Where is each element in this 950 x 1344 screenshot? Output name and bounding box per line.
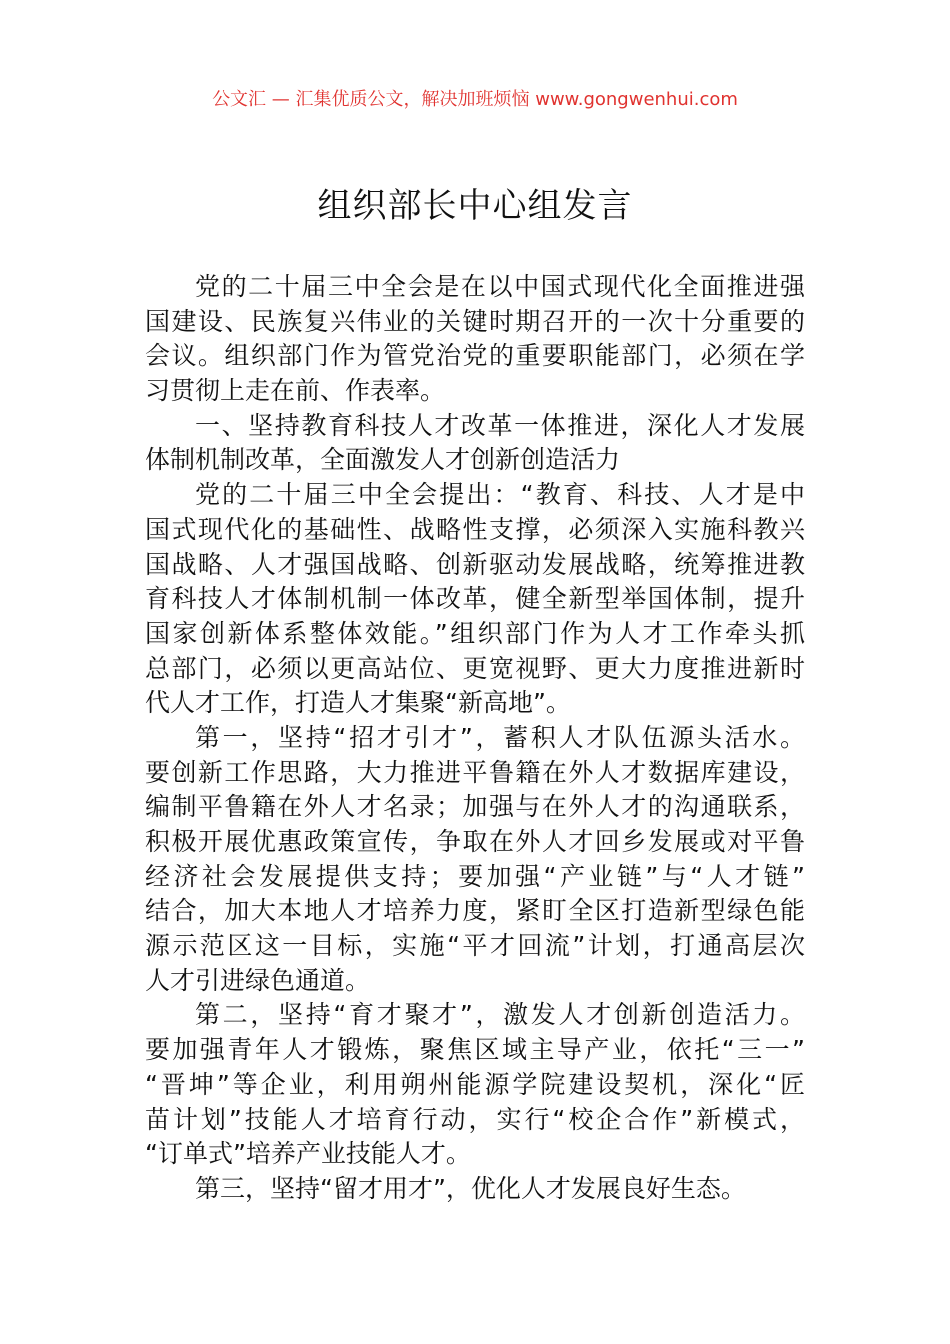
watermark-header: 公文汇 — 汇集优质公文，解决加班烦恼 www.gongwenhui.com: [212, 89, 738, 110]
text-line: 党的二十届三中全会是在以中国式现代化全面推进强: [195, 272, 805, 301]
paragraph: [145, 478, 805, 721]
text-line: 编制平鲁籍在外人才名录；加强与在外人才的沟通联系，: [145, 792, 805, 822]
document-title: 组织部长中心组发言: [317, 186, 633, 226]
text-line: 国式现代化的基础性、战略性支撑，必须深入实施科教兴: [145, 514, 805, 544]
text-line: “晋坤”等企业，利用朔州能源学院建设契机，深化“匠: [145, 1069, 805, 1099]
text-line: 国战略、人才强国战略、创新驱动发展战略，统筹推进教: [145, 549, 805, 579]
text-line: 苗计划”技能人才培育行动，实行“校企合作”新模式，: [145, 1104, 805, 1134]
text-line: 要加强青年人才锻炼，聚焦区域主导产业，依托“三一”: [145, 1035, 805, 1065]
text-line: 积极开展优惠政策宣传，争取在外人才回乡发展或对平鲁: [145, 827, 805, 856]
text-line: “订单式”培养产业技能人才。: [145, 1139, 471, 1169]
text-line: 育科技人才体制机制一体改革，健全新型举国体制，提升: [145, 584, 805, 614]
paragraph: [145, 270, 805, 409]
text-line: 结合，加大本地人才培养力度，紧盯全区打造新型绿色能: [145, 896, 805, 926]
document-body: [145, 270, 805, 1207]
text-line: 要创新工作思路，大力推进平鲁籍在外人才数据库建设，: [145, 757, 805, 787]
text-line: 党的二十届三中全会提出：“教育、科技、人才是中: [195, 480, 805, 510]
paragraph: [145, 409, 805, 478]
paragraph: [145, 1172, 805, 1207]
text-line: 国建设、民族复兴伟业的关键时期召开的一次十分重要的: [145, 306, 805, 336]
text-line: 经济社会发展提供支持；要加强“产业链”与“人才链”: [145, 861, 805, 891]
text-line: 一、坚持教育科技人才改革一体推进，深化人才发展: [195, 410, 805, 440]
text-line: 第一，坚持“招才引才”，蓄积人才队伍源头活水。: [195, 722, 805, 752]
text-line: 源示范区这一目标，实施“平才回流”计划，打通高层次: [145, 931, 805, 961]
text-line: 第二，坚持“育才聚才”，激发人才创新创造活力。: [195, 1000, 805, 1030]
text-line: 代人才工作，打造人才集聚“新高地”。: [145, 688, 571, 718]
text-line: 第三，坚持“留才用才”，优化人才发展良好生态。: [195, 1173, 746, 1203]
paragraph: [145, 998, 805, 1171]
text-line: 体制机制改革，全面激发人才创新创造活力: [145, 445, 621, 475]
text-line: 总部门，必须以更高站位、更宽视野、更大力度推进新时: [145, 653, 805, 683]
paragraph: [145, 721, 805, 999]
text-line: 人才引进绿色通道。: [145, 965, 371, 995]
text-line: 会议。组织部门作为管党治党的重要职能部门，必须在学: [145, 341, 805, 371]
text-line: 习贯彻上走在前、作表率。: [145, 376, 446, 406]
text-line: 国家创新体系整体效能。”组织部门作为人才工作牵头抓: [145, 618, 805, 648]
